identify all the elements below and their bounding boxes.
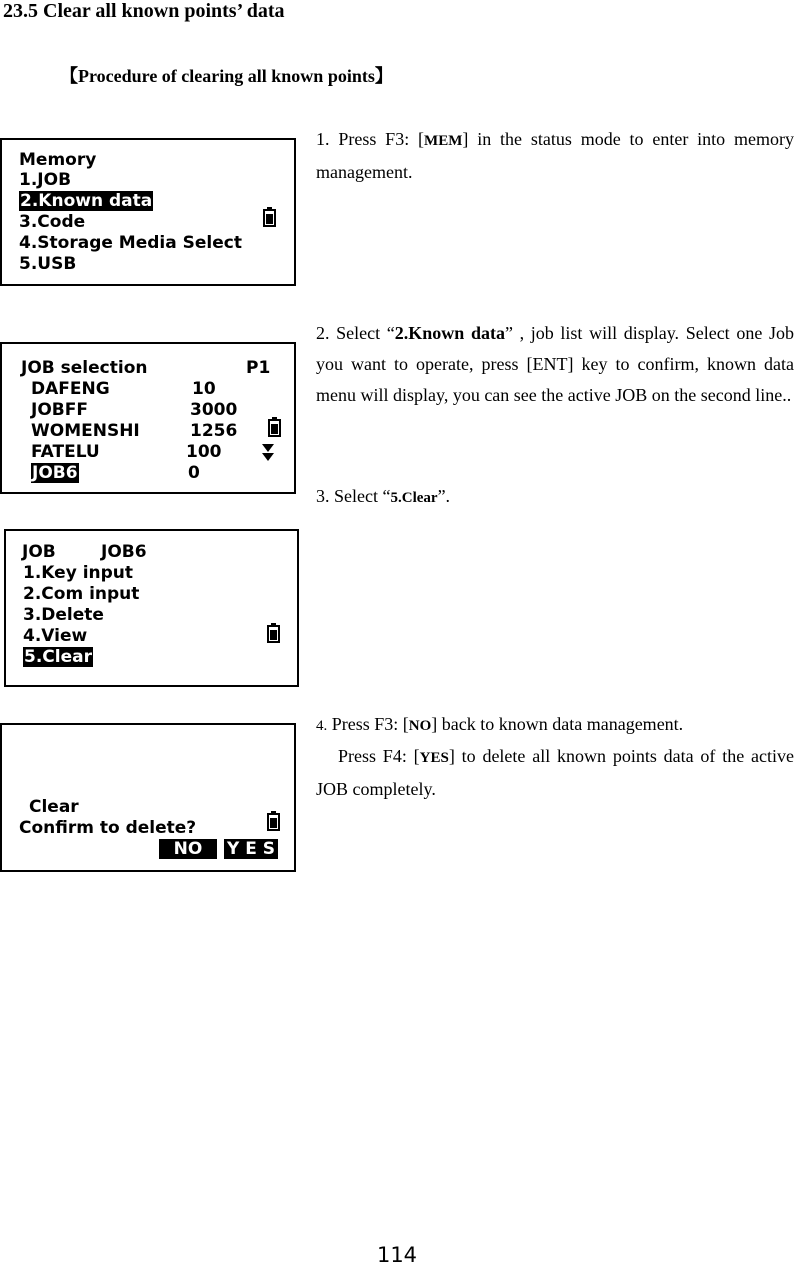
yes-key-label: YES — [419, 750, 449, 766]
page-number: 114 — [376, 1243, 418, 1267]
battery-icon — [268, 417, 281, 437]
battery-icon — [267, 811, 280, 831]
battery-icon — [267, 623, 280, 643]
menu-item-known-data[interactable]: 2.Known data — [20, 191, 153, 211]
job-selection-screen — [0, 342, 296, 494]
step-4b-text: Press F4: [YES] to delete all known points data of the active JOB completely. — [316, 746, 794, 799]
active-job-name: JOB6 — [101, 542, 147, 562]
no-softkey[interactable]: NO — [159, 839, 217, 859]
screen-title-label: JOB — [22, 542, 56, 562]
clear-label: 5.Clear — [390, 490, 438, 506]
job-name[interactable]: FATELU — [31, 442, 100, 462]
menu-item-storage-media-select[interactable]: 4.Storage Media Select — [19, 233, 242, 253]
screen-title: Clear — [29, 797, 79, 817]
job-name[interactable]: DAFENG — [31, 379, 110, 399]
step-2-text: 2. Select “2.Known data” , job list will display. Select one Job you want to operate, press [ENT] key to confirm, known data menu will display, you can see the active JOB on the second line.. — [316, 323, 794, 405]
menu-item-delete[interactable]: 3.Delete — [23, 605, 104, 625]
mem-key-label: MEM — [424, 133, 463, 149]
page-indicator: P1 — [246, 358, 271, 378]
clear-confirm-screen — [0, 723, 296, 872]
job-count: 1256 — [190, 421, 238, 441]
confirm-prompt: Confirm to delete? — [19, 818, 197, 838]
memory-screen — [0, 138, 296, 286]
job-name[interactable]: JOBFF — [31, 400, 88, 420]
job-count: 100 — [186, 442, 222, 462]
step-3-text: 3. Select “5.Clear”. — [316, 486, 451, 506]
menu-item-clear[interactable]: 5.Clear — [24, 647, 92, 667]
menu-item-view[interactable]: 4.View — [23, 626, 88, 646]
screen-title: JOB selection — [21, 358, 148, 378]
no-key-label: NO — [408, 718, 432, 734]
page-down-icon[interactable] — [261, 443, 275, 463]
screen-title: Memory — [19, 150, 97, 170]
section-title: 23.5 Clear all known points’ data — [3, 0, 285, 22]
step-4-text: 4. Press F3: [NO] back to known data management. — [316, 714, 684, 734]
job-count: 3000 — [190, 400, 238, 420]
menu-item-com-input[interactable]: 2.Com input — [23, 584, 140, 604]
job-name-selected[interactable]: JOB6 — [32, 463, 78, 483]
menu-item-usb[interactable]: 5.USB — [19, 254, 77, 274]
job-menu-screen — [4, 529, 299, 687]
job-count: 0 — [188, 463, 200, 483]
yes-softkey[interactable]: Y E S — [224, 839, 278, 859]
battery-icon — [263, 207, 276, 227]
menu-item-code[interactable]: 3.Code — [19, 212, 86, 232]
procedure-heading: 【Procedure of clearing all known points】 — [60, 66, 393, 86]
menu-item-key-input[interactable]: 1.Key input — [23, 563, 134, 583]
step-1-text: 1. Press F3: [MEM] in the status mode to enter into memory management. — [316, 129, 794, 182]
job-count: 10 — [192, 379, 216, 399]
known-data-label: 2.Known data — [394, 323, 505, 343]
job-name[interactable]: WOMENSHI — [31, 421, 140, 441]
menu-item-job[interactable]: 1.JOB — [19, 170, 72, 190]
